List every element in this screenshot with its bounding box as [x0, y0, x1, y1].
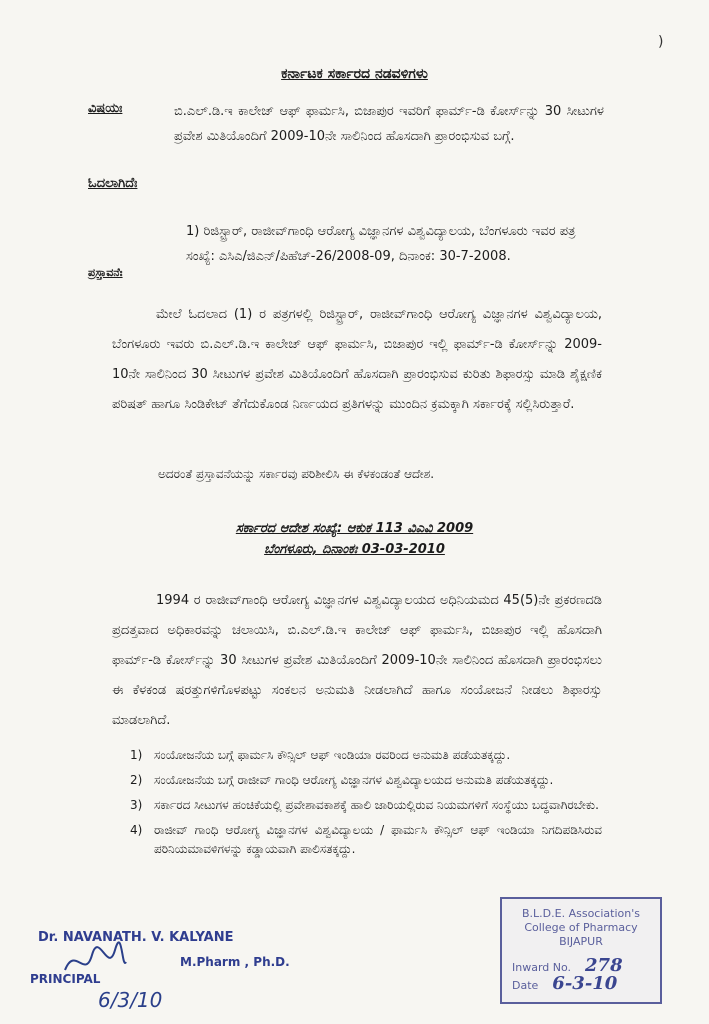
order-heading — [0, 518, 709, 560]
signatory-name: Dr. NAVANATH. V. KALYANE — [38, 930, 234, 945]
condition-text: ಸಂಯೋಜನೆಯ ಬಗ್ಗೆ ರಾಜೀವ್ ಗಾಂಧಿ ಆರೋಗ್ಯ ವಿಜ್ಞಾನಗಳ ವಿಶ್ವವಿದ್ಯಾಲಯದ ಅನುಮತಿ ಪಡೆಯತಕ್ಕದ್ದು. — [154, 773, 554, 787]
subject-text: ಬಿ.ಎಲ್.ಡಿ.ಇ ಕಾಲೇಜ್ ಆಫ್ ಫಾರ್ಮಸಿ, ಬಿಜಾಪುರ ಇವರಿಗೆ ಫಾರ್ಮ್-ಡಿ ಕೋರ್ಸ್‌ನ್ನು 30 ಸೀಟುಗಳ ಪ್ರವೇಶ ಮಿತಿಯೊಂದಿಗೆ 2009-10ನೇ ಸಾಲಿನಿಂದ ಹೊಸದಾಗಿ ಪ್ರಾರಂಭಿಸುವ ಬಗ್ಗೆ. — [174, 104, 604, 144]
condition-item — [130, 796, 602, 815]
corner-mark: ) — [658, 34, 664, 50]
order-number: ಸರ್ಕಾರದ ಆದೇಶ ಸಂಖ್ಯೆ: ಆಕುಕ 113 ವಿಎವಿ 2009 — [235, 521, 474, 536]
read-reference: 1) ರಿಜಿಸ್ಟ್ರಾರ್, ರಾಜೀವ್‌ಗಾಂಧಿ ಆರೋಗ್ಯ ವಿಜ್ಞಾನಗಳ ವಿಶ್ವವಿದ್ಯಾಲಯ, ಬೆಂಗಳೂರು ಇವರ ಪತ್ರ ಸಂಖ್ಯೆ: ಎಸಿಎ/ಜಿಎನ್/ಪಿಹೆಚ್-26/2008-09, ದಿನಾಂಕ: 30-7-2008. — [186, 224, 576, 264]
stamp-org-line: BIJAPUR — [559, 935, 603, 948]
condition-text: ರಾಜೀವ್ ಗಾಂಧಿ ಆರೋಗ್ಯ ವಿಜ್ಞಾನಗಳ ವಿಶ್ವವಿದ್ಯಾಲಯ / ಫಾರ್ಮಸಿ ಕೌನ್ಸಿಲ್ ಆಫ್ ಇಂಡಿಯಾ ನಿಗದಿಪಡಿಸಿರುವ ಪರಿನಿಯಮಾವಳಿಗಳನ್ನು ಕಡ್ಡಾಯವಾಗಿ ಪಾಲಿಸತಕ್ಕದ್ದು. — [154, 823, 602, 856]
signatory-designation: PRINCIPAL — [30, 972, 101, 986]
condition-text: ಸಂಯೋಜನೆಯ ಬಗ್ಗೆ ಫಾರ್ಮಸಿ ಕೌನ್ಸಿಲ್ ಆಫ್ ಇಂಡಿಯಾ ರವರಿಂದ ಅನುಮತಿ ಪಡೆಯತಕ್ಕದ್ದು. — [154, 748, 511, 762]
stamp-inward-value: 278 — [585, 955, 623, 976]
condition-number: 1) — [130, 748, 143, 762]
order-body: 1994 ರ ರಾಜೀವ್‌ಗಾಂಧಿ ಆರೋಗ್ಯ ವಿಜ್ಞಾನಗಳ ವಿಶ್ವವಿದ್ಯಾಲಯದ ಅಧಿನಿಯಮದ 45(5)ನೇ ಪ್ರಕರಣದಡಿ ಪ್ರದತ್ತವಾದ ಅಧಿಕಾರವನ್ನು ಚಲಾಯಿಸಿ, ಬಿ.ಎಲ್.ಡಿ.ಇ ಕಾಲೇಜ್ ಆಫ್ ಫಾರ್ಮಸಿ, ಬಿಜಾಪುರ ಇಲ್ಲಿ ಹೊಸದಾಗಿ ಫಾರ್ಮ್-ಡಿ ಕೋರ್ಸ್‌ನ್ನು 30 ಸೀಟುಗಳ ಪ್ರವೇಶ ಮಿತಿಯೊಂದಿಗೆ 2009-10ನೇ ಸಾಲಿನಿಂದ ಹೊಸದಾಗಿ ಪ್ರಾರಂಭಿಸಲು ಈ ಕೆಳಕಂಡ ಷರತ್ತುಗಳಿಗೊಳಪಟ್ಟು ಸಂಕಲನ ಅನುಮತಿ ನೀಡಲಾಗಿದೆ ಹಾಗೂ ಸಂಯೋಜನೆ ನೀಡಲು ಶಿಫಾರಸ್ಸು ಮಾಡಲಾಗಿದೆ. — [112, 593, 602, 728]
condition-item — [130, 821, 602, 859]
preamble-label: ಪ್ರಸ್ತಾವನೆಃ — [88, 266, 123, 279]
order-date: ಬೆಂಗಳೂರು, ದಿನಾಂಕಃ 03-03-2010 — [264, 542, 445, 557]
read-label: ಓದಲಾಗಿದೆಃ — [88, 176, 138, 191]
stamp-date-row — [512, 973, 650, 994]
preamble-paragraph: ಮೇಲೆ ಓದಲಾದ (1) ರ ಪತ್ರಗಳಲ್ಲಿ ರಿಜಿಸ್ಟ್ರಾರ್, ರಾಜೀವ್‌ಗಾಂಧಿ ಆರೋಗ್ಯ ವಿಜ್ಞಾನಗಳ ವಿಶ್ವವಿದ್ಯಾಲಯ, ಬೆಂಗಳೂರು ಇವರು ಬಿ.ಎಲ್.ಡಿ.ಇ ಕಾಲೇಜ್ ಆಫ್ ಫಾರ್ಮಸಿ, ಬಿಜಾಪುರ ಇಲ್ಲಿ ಫಾರ್ಮ್-ಡಿ ಕೋರ್ಸ್‌ನ್ನು 2009-10ನೇ ಸಾಲಿನಿಂದ 30 ಸೀಟುಗಳ ಪ್ರವೇಶ ಮಿತಿಯೊಂದಿಗೆ ಹೊಸದಾಗಿ ಪ್ರಾರಂಭಿಸುವ ಕುರಿತು ಶಿಫಾರಸ್ಸು ಮಾಡಿ ಶೈಕ್ಷಣಿಕ ಪರಿಷತ್ ಹಾಗೂ ಸಿಂಡಿಕೇಟ್ ತೆಗೆದುಕೊಂಡ ನಿರ್ಣಯದ ಪ್ರತಿಗಳನ್ನು ಮುಂದಿನ ಕ್ರಮಕ್ಕಾಗಿ ಸರ್ಕಾರಕ್ಕೆ ಸಲ್ಲಿಸಿರುತ್ತಾರೆ. — [112, 307, 602, 412]
condition-item — [130, 746, 602, 765]
stamp-inward-label: Inward No. — [512, 961, 572, 974]
document-title: ಕರ್ನಾಟಕ ಸರ್ಕಾರದ ನಡವಳಿಗಳು — [281, 66, 428, 82]
condition-item — [130, 771, 602, 790]
stamp-date-label: Date — [512, 979, 539, 992]
stamp-org-line: College of Pharmacy — [524, 921, 638, 934]
stamp-date-value: 6-3-10 — [552, 973, 618, 994]
preamble-conclusion: ಅದರಂತೆ ಪ್ರಸ್ತಾವನೆಯನ್ನು ಸರ್ಕಾರವು ಪರಿಶೀಲಿಸಿ ಈ ಕೆಳಕಂಡಂತೆ ಆದೇಶ. — [158, 467, 435, 481]
condition-number: 4) — [130, 823, 143, 837]
condition-number: 2) — [130, 773, 143, 787]
conditions-list — [130, 746, 602, 865]
condition-text: ಸರ್ಕಾರದ ಸೀಟುಗಳ ಹಂಚಿಕೆಯಲ್ಲಿ ಪ್ರವೇಶಾವಕಾಶಕ್ಕೆ ಹಾಲಿ ಜಾರಿಯಲ್ಲಿರುವ ನಿಯಮಗಳಿಗೆ ಸಂಸ್ಥೆಯು ಬದ್ಧವಾಗಿರಬೇಕು. — [154, 798, 599, 812]
subject-label: ವಿಷಯಃ — [88, 101, 123, 116]
condition-number: 3) — [130, 798, 143, 812]
stamp-org-line: B.L.D.E. Association's — [522, 907, 640, 920]
signatory-qualification: M.Pharm , Ph.D. — [180, 955, 290, 969]
inward-stamp — [500, 897, 662, 1004]
handwritten-date: 6/3/10 — [98, 988, 163, 1012]
